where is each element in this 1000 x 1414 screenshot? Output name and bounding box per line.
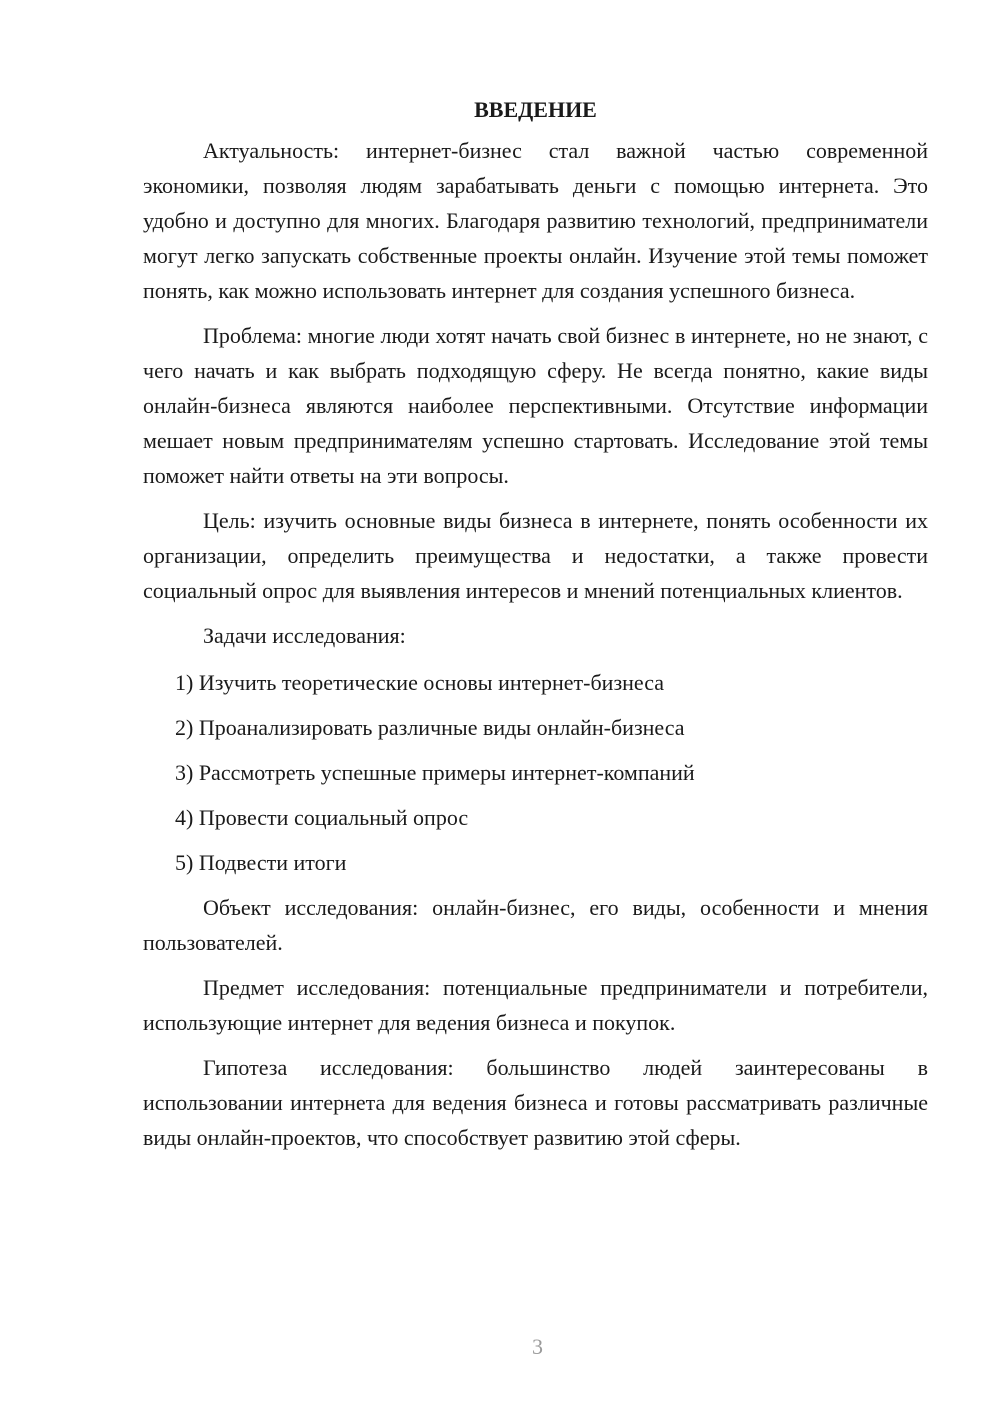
task-item: 2) Проанализировать различные виды онлайн-бизнеса bbox=[175, 715, 685, 740]
goal-paragraph: Цель: изучить основные виды бизнеса в интернете, понять особенности их организации, определить преимущества и недостатки, а также провести социальный опрос для выявления интересов и мнений потенциальных клиентов. bbox=[143, 508, 928, 603]
task-item: 5) Подвести итоги bbox=[175, 850, 347, 875]
hypothesis-paragraph: Гипотеза исследования: большинство людей заинтересованы в использовании интернета для ведения бизнеса и готовы рассматривать различные виды онлайн-проектов, что способствует развитию этой сферы. bbox=[143, 1055, 928, 1150]
task-item: 3) Рассмотреть успешные примеры интернет-компаний bbox=[175, 760, 695, 785]
page-number: 3 bbox=[532, 1334, 543, 1359]
relevance-paragraph: Актуальность: интернет-бизнес стал важной частью современной экономики, позволяя людям зарабатывать деньги с помощью интернета. Это удобно и доступно для многих. Благодаря развитию технологий, предприниматели могут легко запускать собственные проекты онлайн. Изучение этой темы поможет понять, как можно использовать интернет для создания успешного бизнеса. bbox=[143, 138, 928, 303]
task-item: 1) Изучить теоретические основы интернет-бизнеса bbox=[175, 670, 665, 695]
subject-paragraph: Предмет исследования: потенциальные предприниматели и потребители, использующие интернет для ведения бизнеса и покупок. bbox=[143, 975, 928, 1035]
tasks-list bbox=[143, 665, 928, 880]
section-heading: ВВЕДЕНИЕ bbox=[474, 97, 597, 122]
object-paragraph: Объект исследования: онлайн-бизнес, его виды, особенности и мнения пользователей. bbox=[143, 895, 928, 955]
problem-paragraph: Проблема: многие люди хотят начать свой бизнес в интернете, но не знают, с чего начать и как выбрать подходящую сферу. Не всегда понятно, какие виды онлайн-бизнеса являются наиболее перспективными. Отсутствие информации мешает новым предпринимателям успешно стартовать. Исследование этой темы поможет найти ответы на эти вопросы. bbox=[143, 323, 928, 488]
document-page bbox=[143, 92, 928, 1165]
tasks-title: Задачи исследования: bbox=[203, 623, 406, 648]
task-item: 4) Провести социальный опрос bbox=[175, 805, 469, 830]
